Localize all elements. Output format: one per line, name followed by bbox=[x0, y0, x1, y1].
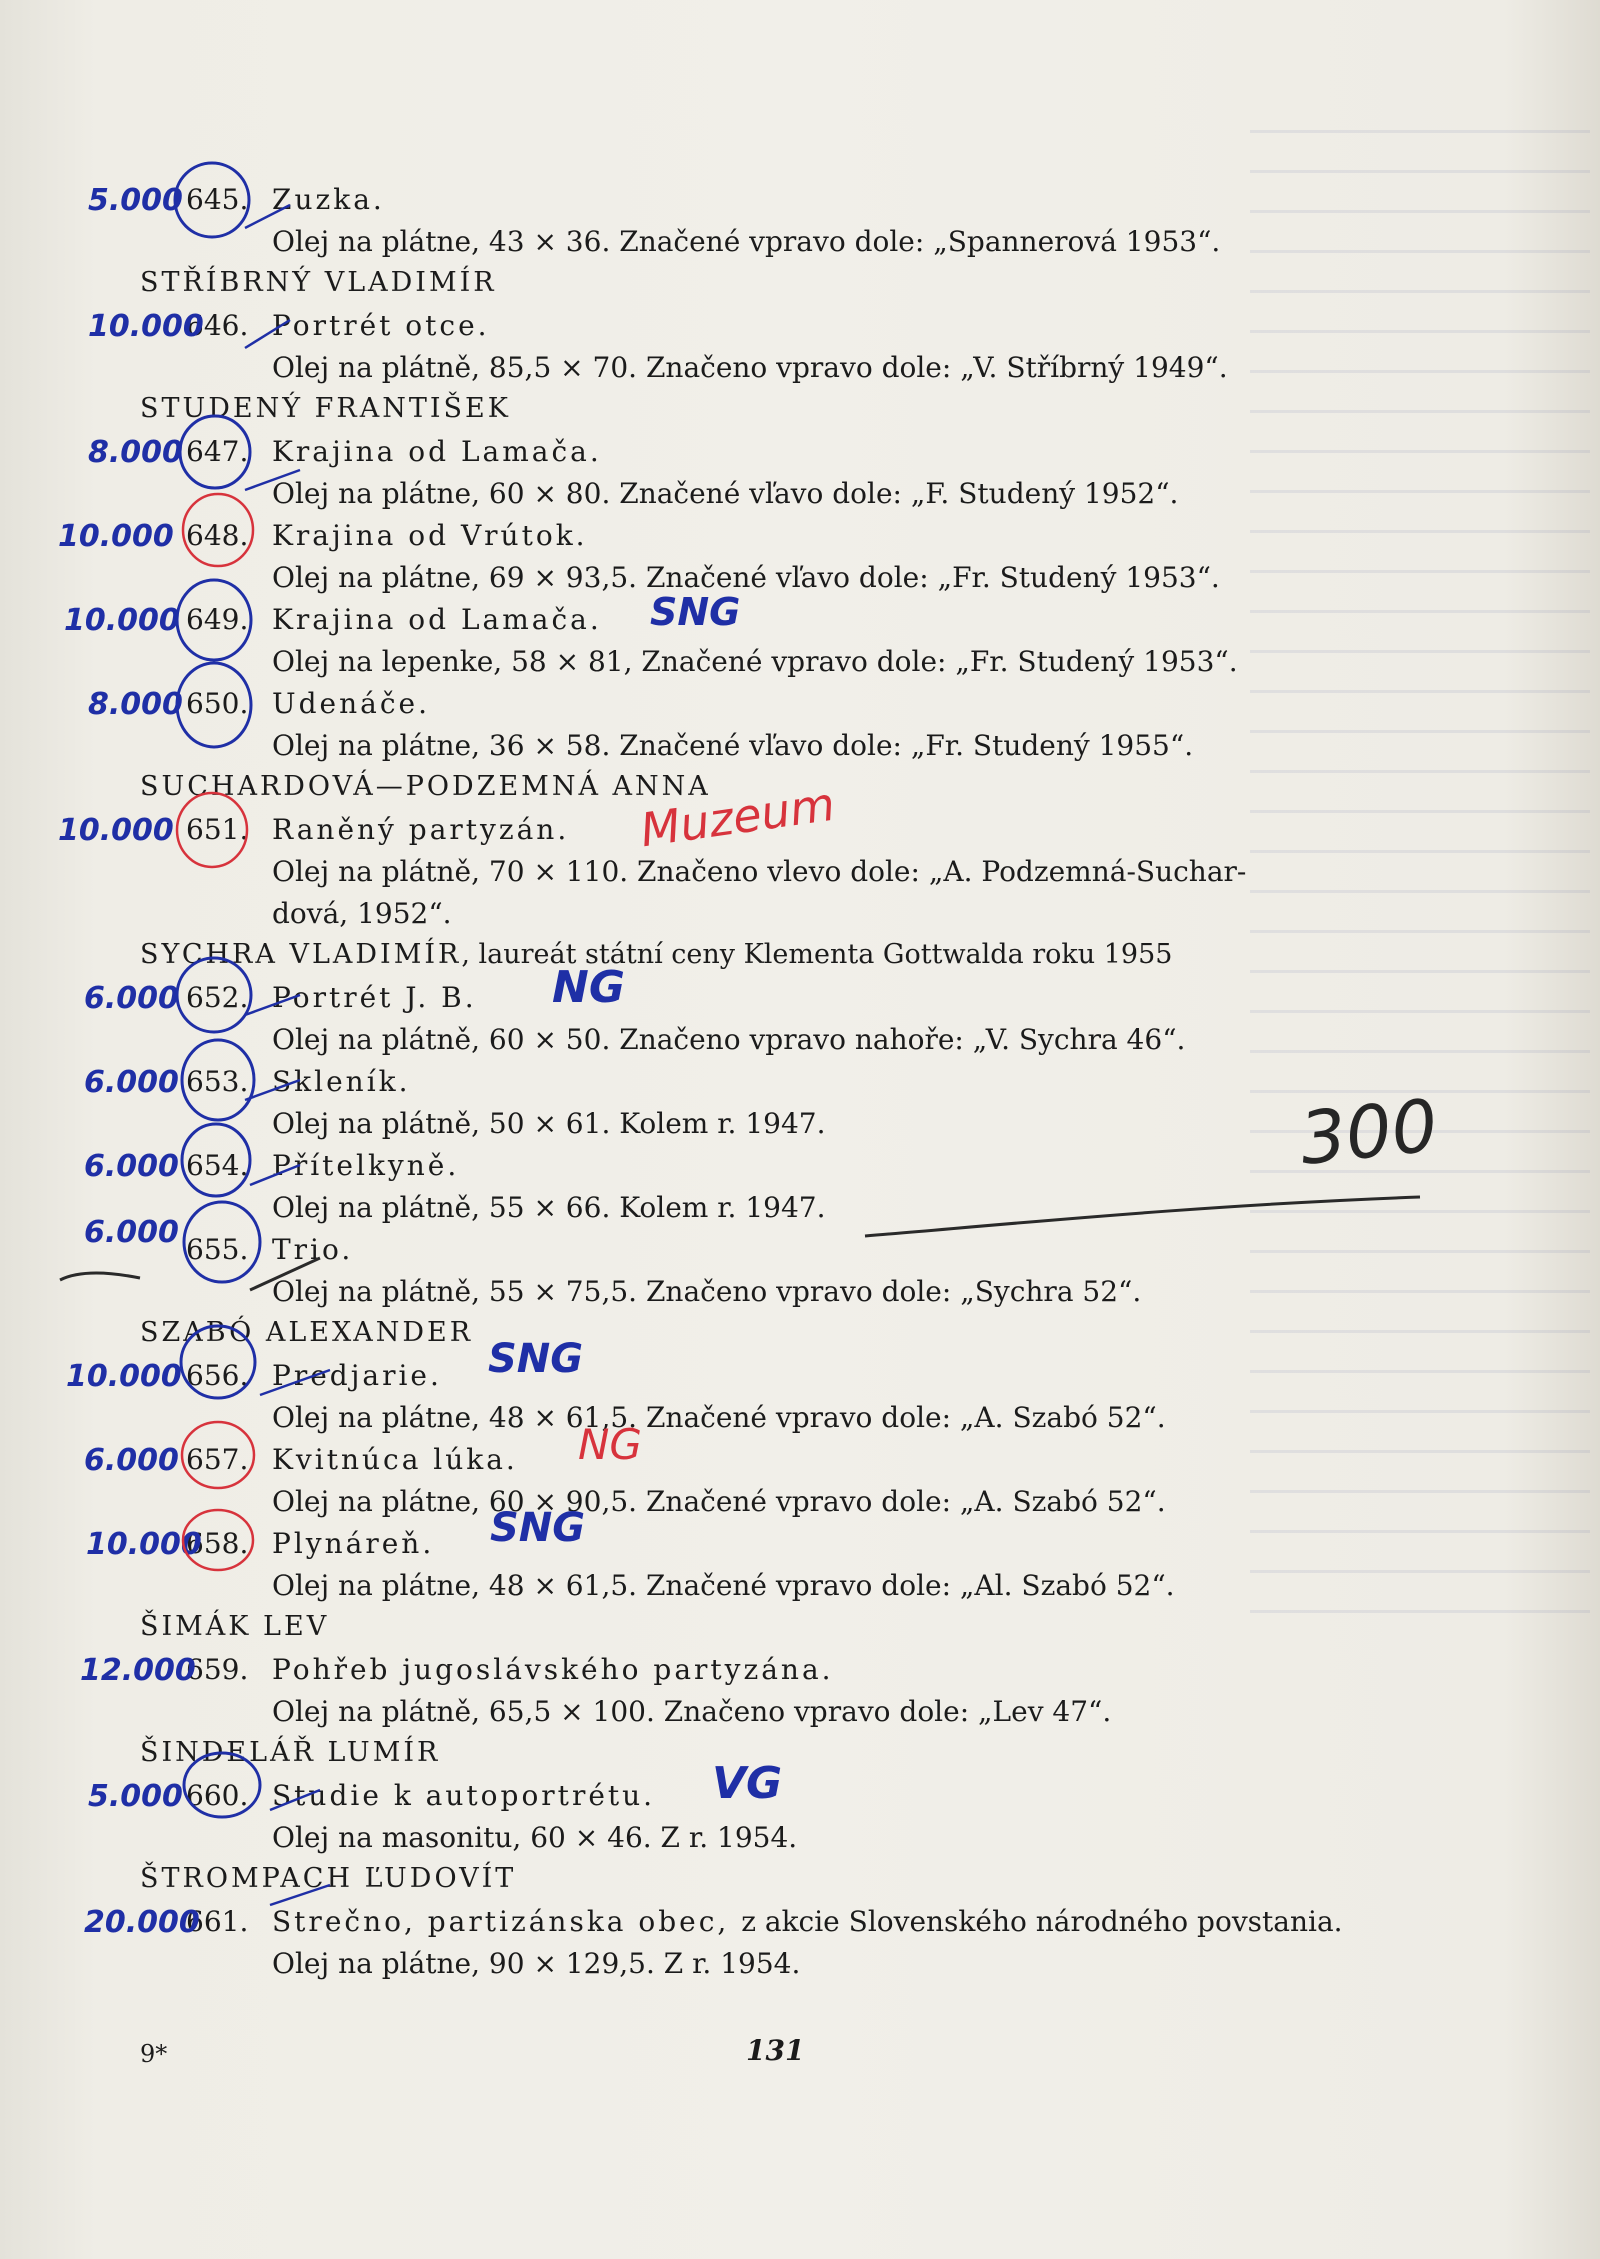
artwork-title: Trio. bbox=[272, 1233, 354, 1266]
handwritten-price: 10.000 bbox=[64, 603, 180, 638]
artist-heading: SUCHARDOVÁ—PODZEMNÁ ANNA bbox=[140, 771, 711, 802]
handwritten-price: 6.000 bbox=[84, 1149, 179, 1184]
artwork-description: Olej na plátne, 48 × 61,5. Značené vpravo dole: „Al. Szabó 52“. bbox=[272, 1569, 1175, 1602]
artwork-description: Olej na plátne, 90 × 129,5. Z r. 1954. bbox=[272, 1947, 801, 1980]
artist-heading: SZABÓ ALEXANDER bbox=[140, 1317, 474, 1348]
artwork-title: Pohřeb jugoslávského partyzána. bbox=[272, 1653, 834, 1686]
artwork-description: Olej na plátně, 65,5 × 100. Značeno vpravo dole: „Lev 47“. bbox=[272, 1695, 1112, 1728]
handwritten-price: 10.000 bbox=[86, 1527, 202, 1562]
handwritten-price: 6.000 bbox=[84, 981, 179, 1016]
handwritten-note: VG bbox=[712, 1758, 783, 1809]
artwork-description-continued: dová, 1952“. bbox=[272, 897, 452, 930]
artist-name: SYCHRA VLADIMÍR bbox=[140, 939, 462, 970]
catalog-number: 651. bbox=[186, 813, 249, 846]
artwork-title: Zuzka. bbox=[272, 183, 385, 216]
artwork-title: Plynáreň. bbox=[272, 1527, 435, 1560]
artwork-description: Olej na plátně, 70 × 110. Značeno vlevo dole: „A. Podzemná-Suchar- bbox=[272, 855, 1247, 888]
handwritten-price: 10.000 bbox=[66, 1359, 182, 1394]
artist-heading: STUDENÝ FRANTIŠEK bbox=[140, 393, 511, 424]
handwritten-price: 6.000 bbox=[84, 1443, 179, 1478]
handwritten-price: 10.000 bbox=[88, 309, 204, 344]
catalog-number: 657. bbox=[186, 1443, 249, 1476]
handwritten-note: SNG bbox=[488, 1336, 584, 1382]
artist-award: , laureát státní ceny Klementa Gottwalda roku 1955 bbox=[461, 939, 1173, 970]
catalog-number: 650. bbox=[186, 687, 249, 720]
artwork-description: Olej na plátně, 55 × 75,5. Značeno vpravo dole: „Sychra 52“. bbox=[272, 1275, 1142, 1308]
handwritten-note: SNG bbox=[650, 590, 741, 634]
catalog-number: 653. bbox=[186, 1065, 249, 1098]
catalog-number: 652. bbox=[186, 981, 249, 1014]
handwritten-note: SNG bbox=[490, 1505, 586, 1551]
catalog-number: 649. bbox=[186, 603, 249, 636]
artwork-title: Predjarie. bbox=[272, 1359, 442, 1392]
artwork-description: Olej na plátně, 55 × 66. Kolem r. 1947. bbox=[272, 1191, 826, 1224]
artwork-description: Olej na plátně, 85,5 × 70. Značeno vpravo dole: „V. Stříbrný 1949“. bbox=[272, 351, 1228, 384]
catalog-number: 658. bbox=[186, 1527, 249, 1560]
artist-heading bbox=[140, 939, 1172, 970]
artwork-description: Olej na plátne, 69 × 93,5. Značené vľavo dole: „Fr. Studený 1953“. bbox=[272, 561, 1220, 594]
artwork-description: Olej na plátne, 60 × 90,5. Značené vpravo dole: „A. Szabó 52“. bbox=[272, 1485, 1166, 1518]
catalog-number: 646. bbox=[186, 309, 249, 342]
signature-mark: 9* bbox=[140, 2040, 168, 2068]
artist-heading: ŠIMÁK LEV bbox=[140, 1611, 330, 1642]
artwork-title: Přítelkyně. bbox=[272, 1149, 460, 1182]
catalog-number: 660. bbox=[186, 1779, 249, 1812]
catalog-number: 661. bbox=[186, 1905, 249, 1938]
handwritten-price: 6.000 bbox=[84, 1215, 179, 1250]
page-number: 131 bbox=[746, 2034, 805, 2067]
artwork-title: Portrét otce. bbox=[272, 309, 490, 342]
handwritten-margin-note: 300 bbox=[1295, 1083, 1442, 1181]
artwork-title: Udenáče. bbox=[272, 687, 430, 720]
handwritten-price: 8.000 bbox=[88, 435, 183, 470]
handwritten-price: 5.000 bbox=[88, 1779, 183, 1814]
handwritten-price: 20.000 bbox=[84, 1905, 200, 1940]
catalog-number: 654. bbox=[186, 1149, 249, 1182]
handwritten-price: 6.000 bbox=[84, 1065, 179, 1100]
catalog-number: 659. bbox=[186, 1653, 249, 1686]
artwork-description: Olej na masonitu, 60 × 46. Z r. 1954. bbox=[272, 1821, 798, 1854]
artwork-description: Olej na plátně, 60 × 50. Značeno vpravo nahoře: „V. Sychra 46“. bbox=[272, 1023, 1186, 1056]
catalog-number: 647. bbox=[186, 435, 249, 468]
artwork-title: Skleník. bbox=[272, 1065, 411, 1098]
handwritten-price: 8.000 bbox=[88, 687, 183, 722]
artwork-title-main: Strečno, partizánska obec, bbox=[272, 1905, 730, 1938]
artwork-title bbox=[272, 1905, 1343, 1938]
artwork-description: Olej na plátně, 50 × 61. Kolem r. 1947. bbox=[272, 1107, 826, 1140]
artwork-description: Olej na lepenke, 58 × 81, Značené vpravo dole: „Fr. Studený 1953“. bbox=[272, 645, 1238, 678]
artwork-description: Olej na plátne, 43 × 36. Značené vpravo dole: „Spannerová 1953“. bbox=[272, 225, 1221, 258]
handwritten-price: 5.000 bbox=[88, 183, 183, 218]
handwritten-price: 12.000 bbox=[80, 1653, 196, 1688]
artwork-title: Krajina od Vrútok. bbox=[272, 519, 588, 552]
handwritten-note: NG bbox=[552, 962, 625, 1013]
artwork-title: Krajina od Lamača. bbox=[272, 435, 602, 468]
handwritten-price: 10.000 bbox=[58, 519, 174, 554]
artwork-title: Krajina od Lamača. bbox=[272, 603, 602, 636]
handwritten-note: NG bbox=[578, 1420, 642, 1469]
artwork-description: Olej na plátne, 60 × 80. Značené vľavo dole: „F. Studený 1952“. bbox=[272, 477, 1179, 510]
artist-heading: ŠTROMPACH ĽUDOVÍT bbox=[140, 1863, 517, 1894]
artwork-title: Kvitnúca lúka. bbox=[272, 1443, 518, 1476]
catalog-number: 645. bbox=[186, 183, 249, 216]
artwork-title: Studie k autoportrétu. bbox=[272, 1779, 656, 1812]
artwork-title: Raněný partyzán. bbox=[272, 813, 570, 846]
catalog-number: 648. bbox=[186, 519, 249, 552]
handwritten-price: 10.000 bbox=[58, 813, 174, 848]
artwork-title: Portrét J. B. bbox=[272, 981, 477, 1014]
artwork-title-rest: z akcie Slovenského národného povstania. bbox=[741, 1905, 1343, 1938]
artist-heading: ŠINDELÁŘ LUMÍR bbox=[140, 1737, 441, 1768]
artwork-description: Olej na plátne, 48 × 61,5. Značené vpravo dole: „A. Szabó 52“. bbox=[272, 1401, 1166, 1434]
artist-heading: STŘÍBRNÝ VLADIMÍR bbox=[140, 267, 497, 298]
artwork-description: Olej na plátne, 36 × 58. Značené vľavo dole: „Fr. Studený 1955“. bbox=[272, 729, 1194, 762]
catalog-number: 656. bbox=[186, 1359, 249, 1392]
handwritten-note: Muzeum bbox=[637, 776, 839, 858]
catalog-number: 655. bbox=[186, 1233, 249, 1266]
